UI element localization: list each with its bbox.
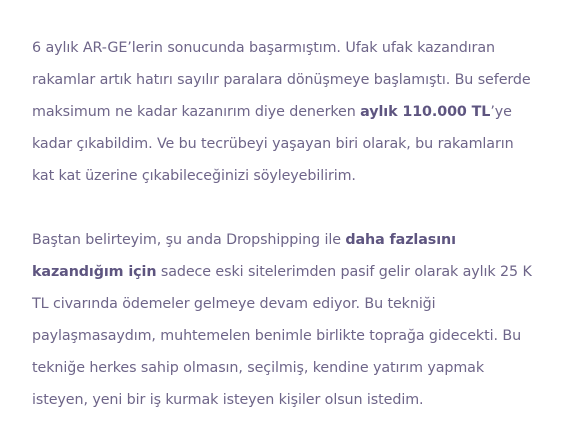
paragraph-1-highlight: aylık 110.000 TL — [360, 104, 491, 120]
paragraph-dropshipping — [32, 224, 538, 416]
paragraph-2-highlight: daha fazlasını kazandığım için — [32, 232, 456, 280]
paragraph-1-text-start: 6 aylık AR-GE’lerin sonucunda başarmıştım. Ufak ufak kazandıran rakamlar artık hatırı sayılır paralara dönüşmeye başlamıştı. Bu seferde maksimum ne kadar kazanırım diye denerken — [32, 40, 531, 120]
paragraph-1-text-end: ’ye kadar çıkabildim. Ve bu tecrübeyi yaşayan biri olarak, bu rakamların kat kat üzerine çıkabileceğinizi söyleyebilirim. — [32, 104, 514, 184]
article-body — [32, 32, 538, 416]
paragraph-results — [32, 32, 538, 192]
paragraph-2-text-end: sadece eski sitelerimden pasif gelir olarak aylık 25 K TL civarında ödemeler gelmeye devam ediyor. Bu tekniği paylaşmasaydım, muhtemelen benimle birlikte toprağa gidecekti. Bu tekniğe herkes sahip olmasın, seçilmiş, kendine yatırım yapmak isteyen, yeni bir iş kurmak isteyen kişiler olsun istedim. — [32, 264, 532, 408]
paragraph-2-text-start: Baştan belirteyim, şu anda Dropshipping ile — [32, 232, 346, 248]
